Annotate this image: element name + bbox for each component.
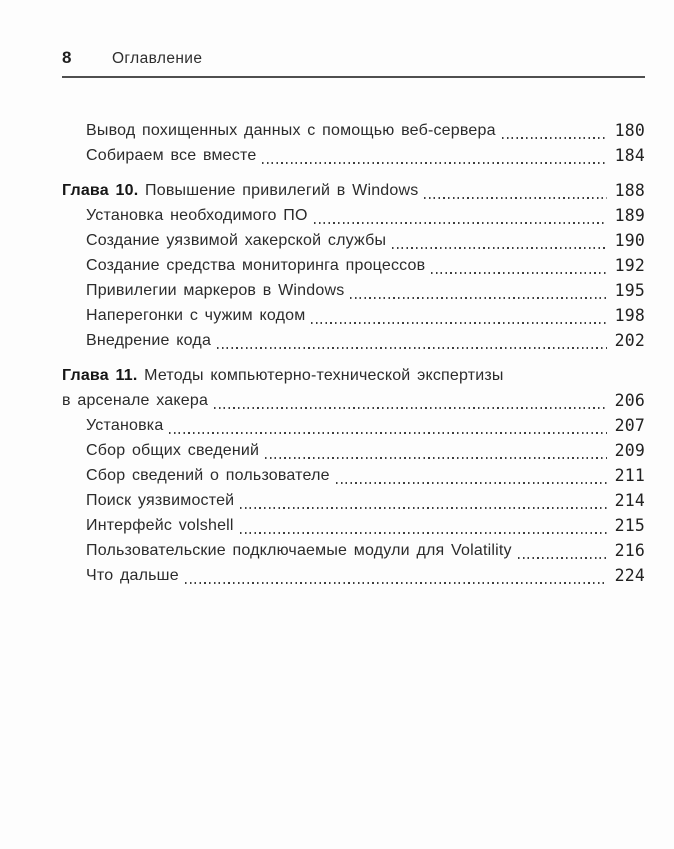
dot-leader (169, 432, 607, 434)
toc-entry-label (62, 388, 208, 413)
toc-entry (62, 538, 645, 563)
toc-page-number: 202 (614, 331, 645, 350)
dot-leader (217, 347, 607, 349)
toc-entry-title: Установка (86, 417, 164, 434)
toc-entry-title: Создание уязвимой хакерской службы (86, 232, 387, 249)
dot-leader (424, 197, 607, 199)
dot-leader (265, 457, 607, 459)
toc-entry-title: Повышение привилегий в Windows (145, 182, 419, 199)
running-head (62, 48, 645, 68)
toc-entry-label (86, 278, 344, 303)
toc-entry-label (86, 488, 234, 513)
toc-entry-title: Пользовательские подключаемые модули для Volatility (86, 542, 512, 559)
toc-entry (62, 413, 645, 438)
dot-leader (262, 162, 607, 164)
dot-leader (185, 582, 607, 584)
toc-page-number: 207 (614, 416, 645, 435)
toc-entry (62, 463, 645, 488)
running-head-title: Оглавление (111, 50, 203, 67)
toc-chapter-line (62, 363, 645, 388)
toc-page-number: 198 (614, 306, 645, 325)
dot-leader (314, 222, 607, 224)
dot-leader (392, 247, 607, 249)
toc-entry-label (86, 563, 179, 588)
toc-entry-title: Что дальше (86, 567, 179, 584)
toc-page-number: 206 (614, 391, 645, 410)
toc-entry (62, 253, 645, 278)
toc-entry-title: Установка необходимого ПО (86, 207, 308, 224)
toc-entry-title: Собираем все вместе (86, 147, 257, 164)
toc-page-number: 214 (614, 491, 645, 510)
toc-entry-label (86, 143, 256, 168)
toc-entry (62, 488, 645, 513)
toc-entry-label (86, 118, 496, 143)
toc-entry-label (86, 413, 163, 438)
toc-entry-title: Привилегии маркеров в Windows (86, 282, 345, 299)
toc-entry (62, 203, 645, 228)
toc-entry (62, 328, 645, 353)
toc-entry-title: в арсенале хакера (62, 392, 209, 409)
dot-leader (311, 322, 607, 324)
toc-entry-title: Сбор сведений о пользователе (86, 467, 330, 484)
page-number-folio: 8 (62, 48, 72, 67)
toc-page-number: 188 (614, 181, 645, 200)
toc-entry-title: Интерфейс volshell (86, 517, 234, 534)
toc-page-number: 190 (614, 231, 645, 250)
toc-entry-title: Внедрение кода (86, 332, 212, 349)
dot-leader (336, 482, 607, 484)
toc-page-number: 216 (614, 541, 645, 560)
toc-chapter-line (62, 388, 645, 413)
toc-entry-label (86, 513, 234, 538)
toc-entry-title: Сбор общих сведений (86, 442, 260, 459)
dot-leader (214, 407, 607, 409)
dot-leader (431, 272, 607, 274)
toc-page-number: 224 (614, 566, 645, 585)
toc-page-number: 192 (614, 256, 645, 275)
toc-page-number: 211 (614, 466, 645, 485)
table-of-contents (62, 118, 645, 588)
toc-page-number: 184 (614, 146, 645, 165)
toc-entry (62, 563, 645, 588)
toc-page-number: 195 (614, 281, 645, 300)
toc-entry (62, 228, 645, 253)
toc-entry-label (86, 438, 259, 463)
toc-entry-label (86, 538, 512, 563)
toc-entry (62, 303, 645, 328)
dot-leader (240, 532, 607, 534)
toc-entry-label (86, 228, 386, 253)
toc-entry (62, 118, 645, 143)
toc-entry-label (86, 463, 330, 488)
toc-page-number: 209 (614, 441, 645, 460)
toc-entry-label (86, 328, 211, 353)
toc-entry-label (62, 363, 504, 388)
toc-entry-label (86, 303, 305, 328)
toc-entry (62, 438, 645, 463)
toc-entry-label (86, 253, 425, 278)
header-rule (62, 76, 645, 78)
toc-entry (62, 278, 645, 303)
toc-entry-title: Методы компьютерно-технической экспертизы (144, 367, 504, 384)
toc-page-number: 189 (614, 206, 645, 225)
toc-page-number: 180 (614, 121, 645, 140)
chapter-label: Глава 11. (62, 367, 138, 384)
toc-chapter-line (62, 178, 645, 203)
toc-entry-title: Вывод похищенных данных с помощью веб-сервера (86, 122, 496, 139)
toc-entry-title: Поиск уязвимостей (86, 492, 235, 509)
toc-entry-label (86, 203, 308, 228)
toc-entry-label (62, 178, 418, 203)
toc-entry (62, 143, 645, 168)
dot-leader (502, 137, 607, 139)
toc-entry-title: Наперегонки с чужим кодом (86, 307, 306, 324)
dot-leader (240, 507, 607, 509)
toc-page-number: 215 (614, 516, 645, 535)
dot-leader (350, 297, 607, 299)
toc-entry-title: Создание средства мониторинга процессов (86, 257, 426, 274)
dot-leader (518, 557, 607, 559)
toc-entry (62, 513, 645, 538)
chapter-label: Глава 10. (62, 182, 139, 199)
